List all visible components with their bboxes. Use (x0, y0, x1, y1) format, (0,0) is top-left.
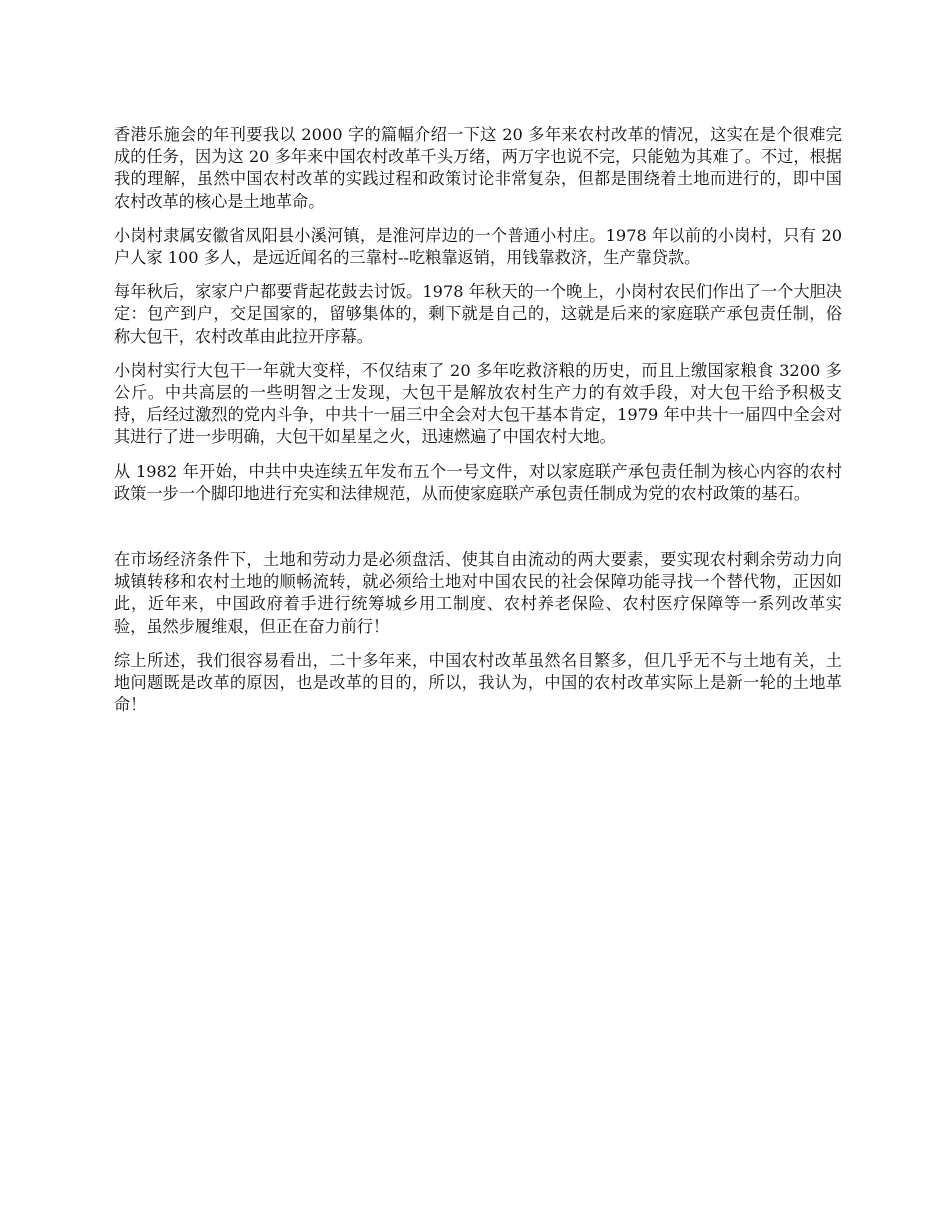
document-body (114, 124, 842, 728)
paragraph-market-economy: 在市场经济条件下，土地和劳动力是必须盘活、使其自由流动的两大要素，要实现农村剩余劳动力向城镇转移和农村土地的顺畅流转，就必须给土地对中国农民的社会保障功能寻找一个替代物，正因如此，近年来，中国政府着手进行统筹城乡用工制度、农村养老保险、农村医疗保障等一系列改革实验，虽然步履维艰，但正在奋力前行！ (114, 550, 842, 636)
paragraph-conclusion: 综上所述，我们很容易看出，二十多年来，中国农村改革虽然名目繁多，但几乎无不与土地有关，土地问题既是改革的原因，也是改革的目的，所以，我认为，中国的农村改革实际上是新一轮的土地革命！ (114, 650, 842, 715)
paragraph-intro: 香港乐施会的年刊要我以 2000 字的篇幅介绍一下这 20 多年来农村改革的情况，这实在是个很难完成的任务，因为这 20 多年来中国农村改革千头万绪，两万字也说不完，只能勉为其难了。不过，根据我的理解，虽然中国农村改革的实践过程和政策讨论非常复杂，但都是围绕着土地而进行的，即中国农村改革的核心是土地革命。 (114, 125, 842, 211)
paragraph-no1-documents: 从 1982 年开始，中共中央连续五年发布五个一号文件，对以家庭联产承包责任制为核心内容的农村政策一步一个脚印地进行充实和法律规范，从而使家庭联产承包责任制成为党的农村政策的基石。 (114, 461, 842, 503)
paragraph-xiaogang-village: 小岗村隶属安徽省凤阳县小溪河镇，是淮河岸边的一个普通小村庄。1978 年以前的小岗村，只有 20 户人家 100 多人，是远近闻名的三靠村--吃粮靠返销，用钱靠救济，生产靠贷款。 (114, 225, 842, 268)
paragraph-da-bao-gan: 小岗村实行大包干一年就大变样，不仅结束了 20 多年吃救济粮的历史，而且上缴国家粮食 3200 多公斤。中共高层的一些明智之士发现，大包干是解放农村生产力的有效手段，对大包干给予积极支持，后经过激烈的党内斗争，中共十一届三中全会对大包干基本肯定，1979 年中共十一届四中全会对其进行了进一步明确，大包干如星星之火，迅速燃遍了中国农村大地。 (114, 360, 842, 447)
paragraph-household-contract: 每年秋后，家家户户都要背起花鼓去讨饭。1978 年秋天的一个晚上，小岗村农民们作出了一个大胆决定：包产到户，交足国家的，留够集体的，剩下就是自己的，这就是后来的家庭联产承包责任制，俗称大包干，农村改革由此拉开序幕。 (114, 282, 842, 346)
